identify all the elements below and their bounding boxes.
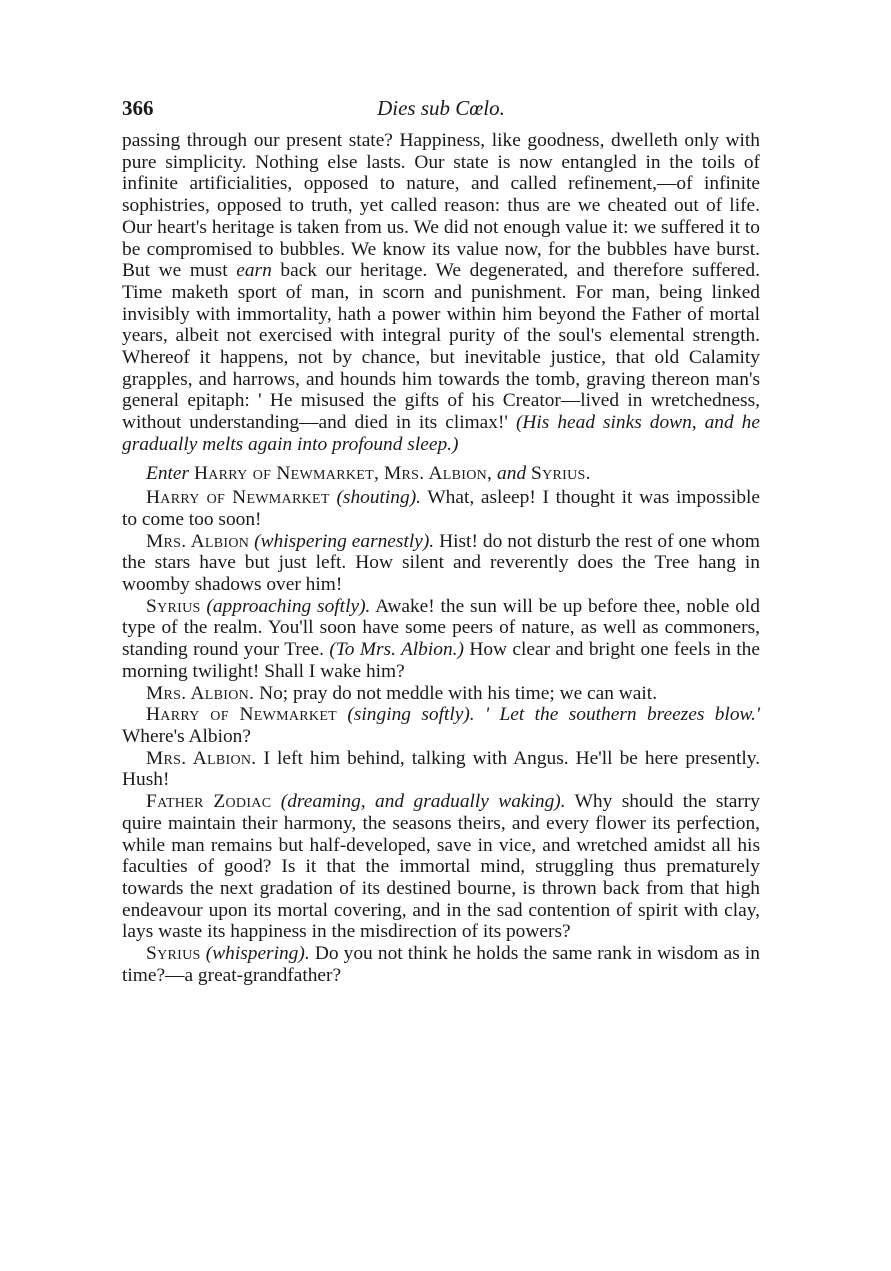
speech-text: I left him behind, talking with Angus. He'll be here presently. Hush!	[122, 747, 761, 791]
page-header	[122, 96, 760, 124]
song-line: ' Let the southern breezes blow.'	[485, 704, 760, 726]
speech-syrius	[122, 596, 760, 683]
speech-text: How clear and bright one feels in the morning twilight! Shall I wake him?	[122, 639, 760, 682]
speaker-name: Mrs. Albion	[146, 530, 250, 552]
emphasis-earn: earn	[236, 260, 272, 282]
speech-text: No; pray do not meddle with his time; we can wait.	[259, 682, 658, 704]
stage-direction: (shouting).	[336, 487, 421, 509]
speaker-name: Mrs. Albion.	[146, 747, 257, 769]
stage-direction: (His head sinks down, and he gradually melts again into profound sleep.)	[122, 412, 760, 455]
speech-text: Why should the starry quire maintain their harmony, the seasons theirs, and every flower its perfection, while man remains but half-developed, save in vice, and wretched amidst all his faculties of good? Is it that the immortal mind, struggling thus prematurely towards the next gradation of its destined bourne, is thrown back from that high endeavour upon its mortal covering, and in the sad contention of spirit with clay, lays waste its happiness in the misdirection of its powers?	[122, 791, 760, 943]
speech-harry	[122, 704, 760, 747]
body-text	[122, 130, 760, 986]
speaker-name: Mrs. Albion.	[146, 682, 255, 704]
character-name: Mrs. Albion,	[383, 462, 493, 484]
page-number: 366	[122, 96, 154, 120]
speech-harry	[122, 487, 760, 530]
stage-direction: (whispering).	[205, 943, 310, 965]
stage-direction: (approaching softly).	[206, 595, 371, 617]
stage-direction: (dreaming, and gradually waking).	[280, 791, 566, 813]
paragraph-text: passing through our present state? Happiness, like goodness, dwelleth only with pure simplicity. Nothing else lasts. Our state is now entangled in the toils of infinite artificialities, opposed to nature, and called refinement,—of infinite sophistries, opposed to truth, yet called reason: thus are we cheated out of life. Our heart's heritage is taken from us. We did not enough value it: we suffered it to be compromised to bubbles. We know its value now, for the bubbles have burst. But we must	[122, 130, 760, 282]
speech-albion	[122, 748, 760, 791]
stage-direction: (whispering earnestly).	[254, 530, 435, 552]
stage-direction: (singing softly).	[347, 704, 475, 726]
and-word: and	[497, 462, 527, 484]
speech-text: What, asleep! I thought it was impossible to come too soon!	[122, 487, 761, 530]
paragraph-text: back our heritage. We degenerated, and therefore suffered. Time maketh sport of man, in scorn and punishment. For man, being linked invisibly with immortality, hath a power within him beyond the Father of mortal years, albeit not exercised with integral purity of the soul's elemental strength. Whereof it happens, not by chance, but inevitable justice, that old Calamity grapples, and harrows, and hounds him towards the tomb, graving thereon man's general epitaph: ' He misused the gifts of his Creator—lived in wretchedness, without understanding—and died in its climax!'	[122, 260, 760, 434]
character-name: Syrius.	[531, 462, 591, 484]
speaker-name: Syrius	[146, 595, 201, 617]
speaker-name: Harry of Newmarket	[146, 487, 330, 509]
paragraph-continued	[122, 130, 760, 456]
running-head: Dies sub Cœlo.	[377, 96, 505, 120]
speech-albion	[122, 683, 760, 705]
stage-direction: (To Mrs. Albion.)	[329, 639, 464, 661]
speaker-name: Syrius	[146, 943, 201, 965]
speech-text: Awake! the sun will be up before thee, noble old type of the realm. You'll soon have some peers of nature, as well as commoners, standing round your Tree.	[122, 595, 760, 661]
speech-text: Hist! do not disturb the rest of one whom the stars have but just left. How silent and reverently does the Tree hang in woomby shadows over him!	[122, 530, 760, 596]
speech-text: Where's Albion?	[122, 725, 251, 747]
speech-father-zodiac	[122, 791, 760, 943]
speech-syrius	[122, 943, 760, 986]
enter-stage-direction	[122, 463, 760, 485]
speech-text: Do you not think he holds the same rank in wisdom as in time?—a great-grandfather?	[122, 943, 760, 986]
speaker-name: Father Zodiac	[146, 791, 272, 813]
speaker-name: Harry of Newmarket	[146, 704, 338, 726]
speech-albion	[122, 531, 760, 596]
character-name: Harry of Newmarket,	[193, 462, 380, 484]
enter-word: Enter	[146, 462, 190, 484]
